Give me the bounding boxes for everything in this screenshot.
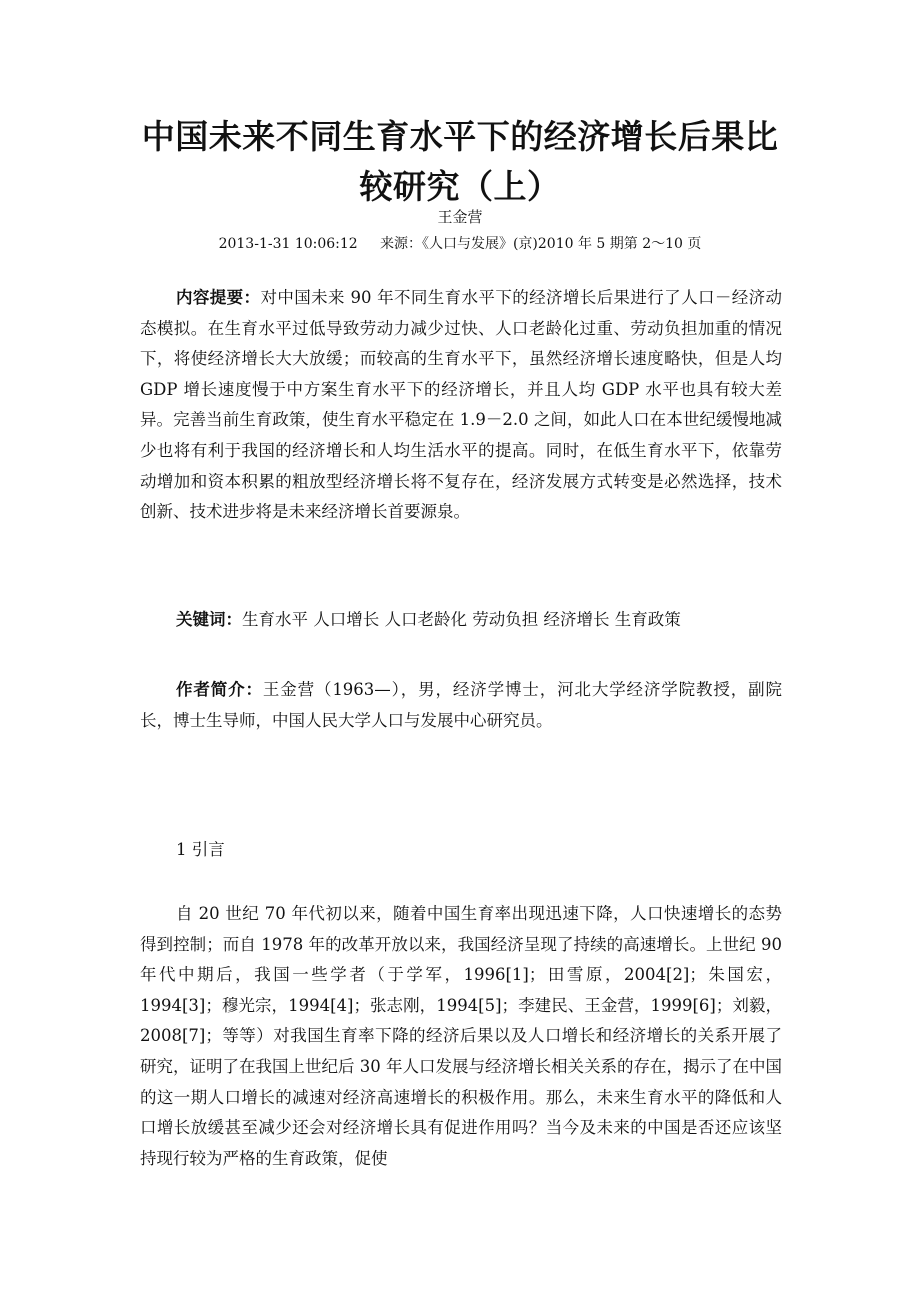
author-bio-label: 作者简介： <box>176 680 263 699</box>
publication-meta: 2013-1-31 10:06:12 来源：《人口与发展》(京)2010 年 5 期第 2～10 页 <box>218 236 702 252</box>
abstract-label: 内容提要： <box>176 288 261 307</box>
keywords-paragraph <box>140 605 782 636</box>
section-heading-introduction: 1 引言 <box>176 840 225 859</box>
page-title-line-1: 中国未来不同生育水平下的经济增长后果比 <box>141 117 779 156</box>
author-bio-text: 王金营（1963—），男，经济学博士，河北大学经济学院教授，副院长，博士生导师，中国人民大学人口与发展中心研究员。 <box>140 680 782 730</box>
author-bio-paragraph <box>140 675 782 736</box>
keywords-label: 关键词： <box>176 610 242 629</box>
page-title-line-2: 较研究（上） <box>359 167 561 206</box>
page-title <box>120 112 800 212</box>
abstract-paragraph <box>140 283 782 528</box>
abstract-text: 对中国未来 90 年不同生育水平下的经济增长后果进行了人口－经济动态模拟。在生育水平过低导致劳动力减少过快、人口老龄化过重、劳动负担加重的情况下，将使经济增长大大放缓；而较高的生育水平下，虽然经济增长速度略快，但是人均 GDP 增长速度慢于中方案生育水平下的经济增长，并且人均 GDP 水平也具有较大差异。完善当前生育政策，使生育水平稳定在 1.9－2.0 之间，如此人口在本世纪缓慢地减少也将有利于我国的经济增长和人均生活水平的提高。同时，在低生育水平下，依靠劳动增加和资本积累的粗放型经济增长将不复存在，经济发展方式转变是必然选择，技术创新、技术进步将是未来经济增长首要源泉。 <box>140 288 782 522</box>
author-name: 王金营 <box>437 208 483 226</box>
introduction-paragraph: 自 20 世纪 70 年代初以来，随着中国生育率出现迅速下降，人口快速增长的态势得到控制；而自 1978 年的改革开放以来，我国经济呈现了持续的高速增长。上世纪 90 年代中期后，我国一些学者（于学军，1996[1]；田雪原，2004[2]；朱国宏，1994[3]；穆光宗，1994[4]；张志刚，1994[5]；李建民、王金营，1999[6]；刘毅，2008[7]；等等）对我国生育率下降的经济后果以及人口增长和经济增长的关系开展了研究，证明了在我国上世纪后 30 年人口发展与经济增长相关关系的存在，揭示了在中国的这一期人口增长的减速对经济高速增长的积极作用。那么，未来生育水平的降低和人口增长放缓甚至减少还会对经济增长具有促进作用吗？当今及未来的中国是否还应该坚持现行较为严格的生育政策，促使 <box>140 904 782 1168</box>
keywords-text: 生育水平 人口增长 人口老龄化 劳动负担 经济增长 生育政策 <box>242 610 681 629</box>
